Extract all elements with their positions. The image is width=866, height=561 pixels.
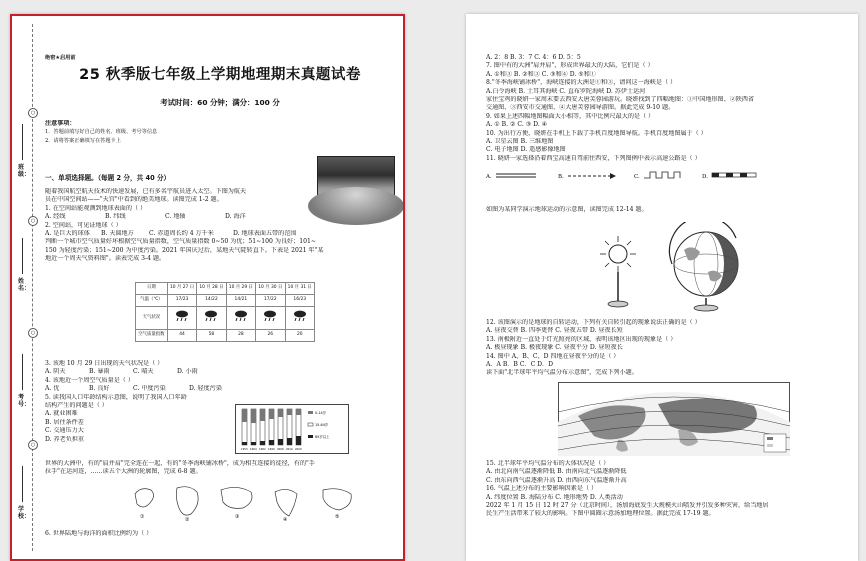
road-symbol-options [486, 168, 786, 184]
text-line: A. 2：8 B. 3：7 C. 4：6 D. 5：5 [486, 54, 581, 61]
continent-outline-4 [275, 489, 297, 516]
option: A. 优 [45, 385, 60, 393]
text-line: A. 卫星云图 B. 三维地图 [486, 138, 554, 146]
text-line: C. 由东向西气温逐渐升高 D. 由西向东气温逐渐升高 [486, 476, 627, 484]
weather-table [135, 282, 315, 342]
binding-class-label: 班级： [18, 164, 31, 178]
question-6 [45, 530, 395, 538]
legend-0-14: 0-14岁 [315, 411, 327, 415]
option: A. 就业困难 [45, 410, 78, 418]
aqi-intro-line: 判断一个城市空气质量好坏根据空气质量指数，空气质量指数 0~50 为优；51~100 为良好；101~ [45, 238, 316, 246]
text-line: 家住宝鸡的晓妍一家周末要去西安大唐芙蓉园游玩。晓妍找到了四幅地图：①中国地形图、②陕西省 [486, 96, 755, 104]
option: C. 晴天 [133, 368, 154, 376]
question-5: 5. 读我国人口年龄结构示意图，说明了我国人口年龄 [45, 393, 187, 401]
question-1: 1. 在空间站能观测到地球表面的（ ） [45, 204, 147, 212]
option-label: A. [486, 174, 492, 180]
year-label: 1964 [250, 448, 257, 451]
text-line: A. ① B. ② C. ③ D. ④ [486, 121, 548, 129]
seal-circle: ○ [28, 440, 38, 450]
table-cell: 空气质量指数 [136, 330, 168, 342]
text-line: 16. 气温上述分布的主要影响因素是（ ） [486, 485, 598, 493]
option-label: B. [558, 174, 564, 180]
year-label: 2010 [286, 448, 293, 451]
map-label: ⑤ [335, 514, 340, 520]
notice-title: 注意事项： [45, 120, 76, 127]
text-line: A. ①和③ B. ②和③ C. ③和④ D. ⑤和① [486, 70, 596, 78]
table-cell: 17/23 [167, 295, 196, 307]
aqi-intro-line: 150 为轻度污染；151~200 为中度污染。2021 年国庆过后，某地天气陡转直下。下表是 2021 年"某 [45, 246, 324, 254]
population-age-chart [235, 404, 349, 454]
table-cell: 气温（℃） [136, 295, 168, 307]
continent-intro [45, 460, 395, 477]
map-legend-box [764, 434, 786, 452]
text-line: 10. 为出行方便，晓妍在手机上下载了手机百度地图导航。手机百度地图属于（ ） [486, 129, 707, 137]
option: D. 养老负担重 [45, 435, 85, 443]
binding-name-label: 姓名： [18, 278, 31, 292]
question-1-options [45, 213, 395, 221]
question-2-options [45, 230, 395, 238]
map-label: ④ [283, 517, 288, 522]
text-line: 民生产生活带来了较大的影响。下图中圆圈示意汤加地理位置。据此完成 17-19 题。 [486, 510, 715, 518]
rain-cloud-icon [256, 307, 285, 330]
continent-outlines [125, 482, 365, 522]
option: A. 阴天 [45, 368, 66, 376]
map-label: ① [140, 514, 145, 520]
option: B. 暴雨 [89, 368, 110, 376]
text-line: A．A B．B C．C D．D [486, 361, 554, 369]
option: B. 纬线 [105, 213, 126, 221]
legend-15-64: 15-64岁 [315, 423, 329, 427]
table-cell: 10 月 27 日 [167, 283, 196, 295]
questions-12-14 [486, 319, 848, 378]
year-label: 1953 [241, 448, 248, 451]
weather-header-row [136, 283, 315, 295]
option: A. 是巨大的球体 [45, 230, 90, 238]
text-line: 11. 晓妍一家选择沿着西宝高速自驾前往西安，下列图例中表示高速公路是（ ） [486, 154, 701, 162]
weather-temp-row [136, 295, 315, 307]
option: D. 地球表面五带的范围 [233, 230, 297, 238]
population-bars [236, 405, 348, 453]
seal-circle: ○ [28, 108, 38, 118]
year-label: 1982 [259, 448, 266, 451]
temperature-distribution-map [558, 382, 790, 456]
seal-circle: ○ [28, 328, 38, 338]
symbol-b-arrow-line [568, 173, 616, 179]
notice-item: 1．答题前填写好自己的姓名、班级、考号等信息 [45, 129, 158, 136]
binding-strip [12, 16, 40, 559]
binding-line [22, 466, 23, 502]
rain-cloud-icon [167, 307, 196, 330]
text-line: 8."冬季海峡铺冰桥"，海峡连接的大洲是①和③，请问这一海峡是（ ） [486, 79, 677, 87]
question-6-text: 6. 世界陆地与海洋的面积比例约为（ ） [45, 530, 153, 537]
rain-cloud-icon [226, 307, 255, 330]
option: D. 轻度污染 [189, 385, 222, 393]
legend-65-plus: 65岁以上 [315, 435, 330, 439]
text-line: A.白令海峡 B. 土耳其海峡 C. 直布罗陀海峡 D. 苏伊士运河 [486, 87, 646, 95]
intro-line: 拉手"在运河连，……读五个大洲的轮廓图，完成 6-8 题。 [45, 468, 202, 476]
notice-item: 2．请将答案正确填写在答题卡上 [45, 137, 121, 144]
table-cell: 26 [256, 330, 285, 342]
text-line: 14. 图中 A、B、C、D 四地在昼夜平分的是（ ） [486, 352, 620, 360]
seal-circle: ○ [28, 216, 38, 226]
question-3-options [45, 368, 395, 376]
text-line: 如图为某同学演示地球运动的示意图，读图完成 12-14 题。 [486, 206, 648, 213]
option: B. 天圆地方 [101, 230, 134, 238]
aqi-intro-line: 地近一个周天气资料图"。读表完成 3-4 题。 [45, 255, 166, 263]
continent-outline-1 [135, 489, 154, 507]
question-5-cont: 结构产生的问题是（ ） [45, 402, 108, 410]
option: C. 交通压力大 [45, 427, 84, 435]
seal-line [32, 24, 33, 551]
questions-6-11 [486, 54, 848, 163]
symbol-c-step-line [644, 172, 680, 178]
earth-motion-intro [486, 206, 848, 214]
globe-icon [669, 222, 738, 311]
table-cell: 17/22 [256, 295, 285, 307]
text-line: 读下面"北半球年平均气温分布示意图"，完成下列小题。 [486, 369, 638, 377]
question-2: 2. 空间站，可见证地球（ ） [45, 221, 122, 229]
rain-cloud-icon [197, 307, 226, 330]
option: C. 中度污染 [133, 385, 166, 393]
table-cell: 44 [167, 330, 196, 342]
exam-title: 25 秋季版七年级上学期地理期末真题试卷 [79, 67, 361, 83]
symbol-d-railway [712, 173, 756, 177]
questions-1-2 [45, 188, 395, 264]
sun-lamp-icon [600, 236, 636, 307]
table-cell: 28 [226, 330, 255, 342]
table-cell: 14/22 [197, 295, 226, 307]
intro-line: 随着我国航空航天技术的快速发展，已有多名宇航员进入太空。下图为航天 [45, 188, 247, 195]
map-label: ② [185, 517, 190, 522]
exam-page-right [466, 14, 858, 561]
symbol-a-double-line [496, 174, 536, 177]
intro-line: 员在中国空间站——"天宫"中看到的绝美地球。读图完成 1-2 题。 [45, 196, 223, 204]
option-label: C. [634, 174, 640, 180]
text-line: 12. 该图演示的是地球的自转运动，下列有关自转引起的现象说法正确的是（ ） [486, 319, 701, 326]
question-4-options [45, 385, 395, 393]
rain-cloud-icon [285, 307, 315, 330]
text-line: 2022 年 1 月 15 日 12 时 27 分（北京时间），汤加海底发生大规模火山喷发并引发多种灾害，给当地居 [486, 502, 769, 510]
option: C. 地轴 [165, 213, 186, 221]
binding-line [22, 238, 23, 274]
year-label: 2020 [295, 448, 302, 451]
exam-subtitle: 考试时间：60 分钟；满分：100 分 [160, 98, 280, 107]
continent-outline-2 [176, 487, 198, 515]
option: C. 赤道周长约 4 万千米 [149, 230, 214, 238]
question-4: 4. 该地近一个周空气质量是（ ） [45, 376, 134, 384]
binding-line [22, 124, 23, 160]
continent-outline-5 [323, 489, 351, 510]
text-line: C. 电子地图 D. 遥感影像地图 [486, 146, 566, 154]
table-cell: 10 月 29 日 [226, 283, 255, 295]
section-title: 一、单项选择题。（每题 2 分，共 40 分） [45, 174, 171, 182]
year-label: 1990 [268, 448, 275, 451]
text-line: 交通图、③西安市交通图、④大唐芙蓉园导游图。据此完成 9-10 题。 [486, 104, 675, 112]
text-line: A. 纬度位置 B. 海陆分布 C. 地形地势 D. 人类活动 [486, 493, 623, 501]
table-cell: 天气状况 [136, 307, 168, 330]
notice-block [45, 120, 395, 145]
question-3: 3. 该地 10 月 29 日出现的天气状况是（ ） [45, 360, 164, 367]
text-line: 13. 南极附近一直处于灯光照亮的区域，表明该地区出现的现象是（ ） [486, 335, 677, 343]
text-line: 7. 图中有的大洲"肩并肩"，形成世界最大的大陆，它们是（ ） [486, 62, 654, 70]
map-label: ③ [235, 514, 240, 520]
weather-aqi-row [136, 330, 315, 342]
secret-label: 绝密★启用前 [45, 55, 76, 61]
weather-condition-row [136, 307, 315, 330]
option: B. 良好 [89, 385, 110, 393]
table-cell: 10 月 28 日 [197, 283, 226, 295]
text-line: A. 极昼现象 B. 极夜现象 C. 昼夜平分 D. 昼短夜长 [486, 344, 623, 352]
table-cell: 20 [285, 330, 315, 342]
intro-line: 世界的大洲中，有的"肩并肩"完全连在一起，有的"冬季海峡铺冰桥"，成为相互连接的徒径，有的"手 [45, 460, 315, 467]
option: B. 居住条件差 [45, 418, 84, 426]
text-line: 9. 如果上述四幅地图幅面大小相等，其中比例尺最大的是（ ） [486, 112, 655, 120]
table-cell: 16/23 [285, 295, 315, 307]
earth-motion-figure [596, 222, 766, 314]
table-cell: 10 月 30 日 [256, 283, 285, 295]
text-line: A. 由北向南气温逐渐降低 B. 由南向北气温逐渐降低 [486, 468, 627, 476]
table-cell: 14/21 [226, 295, 255, 307]
option-label: D. [702, 174, 708, 180]
binding-id-label: 考号： [18, 394, 31, 408]
continent-outline-3 [221, 487, 252, 508]
table-cell: 日期 [136, 283, 168, 295]
text-line: A. 昼夜交替 B. 四季更替 C. 昼夜五带 D. 昼夜长短 [486, 327, 623, 335]
option: A. 经线 [45, 213, 66, 221]
year-label: 2000 [277, 448, 284, 451]
option: D. 小雨 [177, 368, 198, 376]
text-line: 15. 北半球年平均气温分布的大体状况是（ ） [486, 460, 610, 467]
exam-page-left [10, 14, 405, 561]
questions-15-17 [486, 460, 848, 519]
binding-school-label: 学校： [18, 506, 31, 520]
option: D. 海洋 [225, 213, 246, 221]
table-cell: 58 [197, 330, 226, 342]
binding-line [22, 354, 23, 390]
table-cell: 10 月 31 日 [285, 283, 315, 295]
